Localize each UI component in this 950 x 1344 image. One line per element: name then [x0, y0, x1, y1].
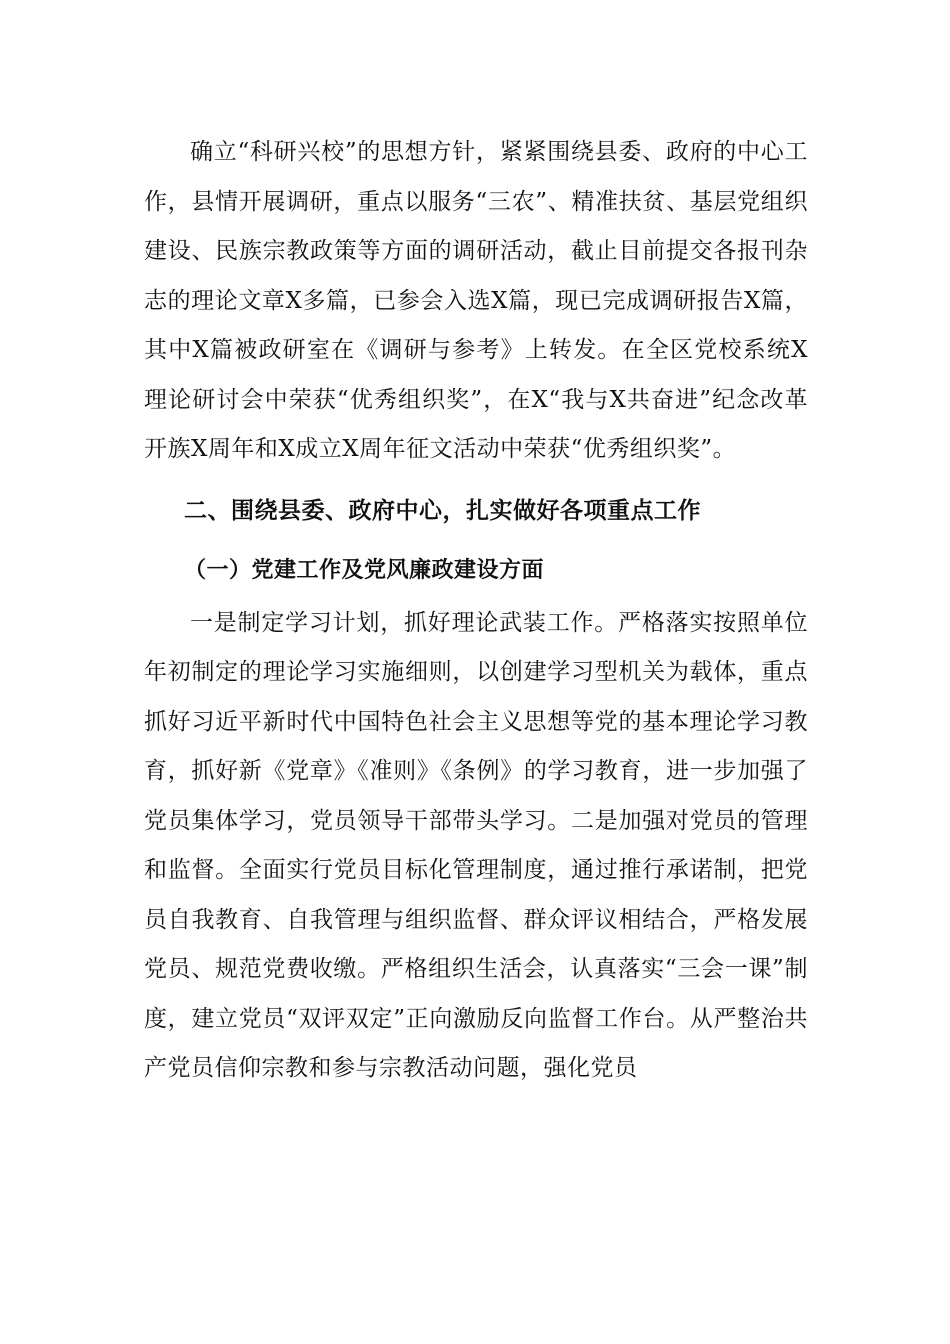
body-paragraph-research: 确立“科研兴校”的思想方针，紧紧围绕县委、政府的中心工作，县情开展调研，重点以服务“三农”、精准扶贫、基层党组织建设、民族宗教政策等方面的调研活动，截止目前提交各报刊杂志的理论文章X多篇，已参会入选X篇，现已完成调研报告X篇，其中X篇被政研室在《调研与参考》上转发。在全区党校系统X理论研讨会中荣获“优秀组织奖”，在X“我与X共奋进”纪念改革开族X周年和X成立X周年征文活动中荣获“优秀组织奖”。 [144, 139, 808, 462]
document-page [144, 128, 808, 1094]
section-heading: 二、围绕县委、政府中心，扎实做好各项重点工作 [184, 497, 701, 524]
subsection-heading: （一）党建工作及党风廉政建设方面 [184, 556, 545, 583]
body-paragraph-party-building: 一是制定学习计划，抓好理论武装工作。严格落实按照单位年初制定的理论学习实施细则，以创建学习型机关为载体，重点抓好习近平新时代中国特色社会主义思想等党的基本理论学习教育，抓好新《党章》《准则》《条例》的学习教育，进一步加强了党员集体学习，党员领导干部带头学习。二是加强对党员的管理和监督。全面实行党员目标化管理制度，通过推行承诺制，把党员自我教育、自我管理与组织监督、群众评议相结合，严格发展党员、规范党费收缴。严格组织生活会，认真落实“三会一课”制度，建立党员“双评双定”正向激励反向监督工作台。从严整治共产党员信仰宗教和参与宗教活动问题，强化党员 [144, 609, 808, 1081]
